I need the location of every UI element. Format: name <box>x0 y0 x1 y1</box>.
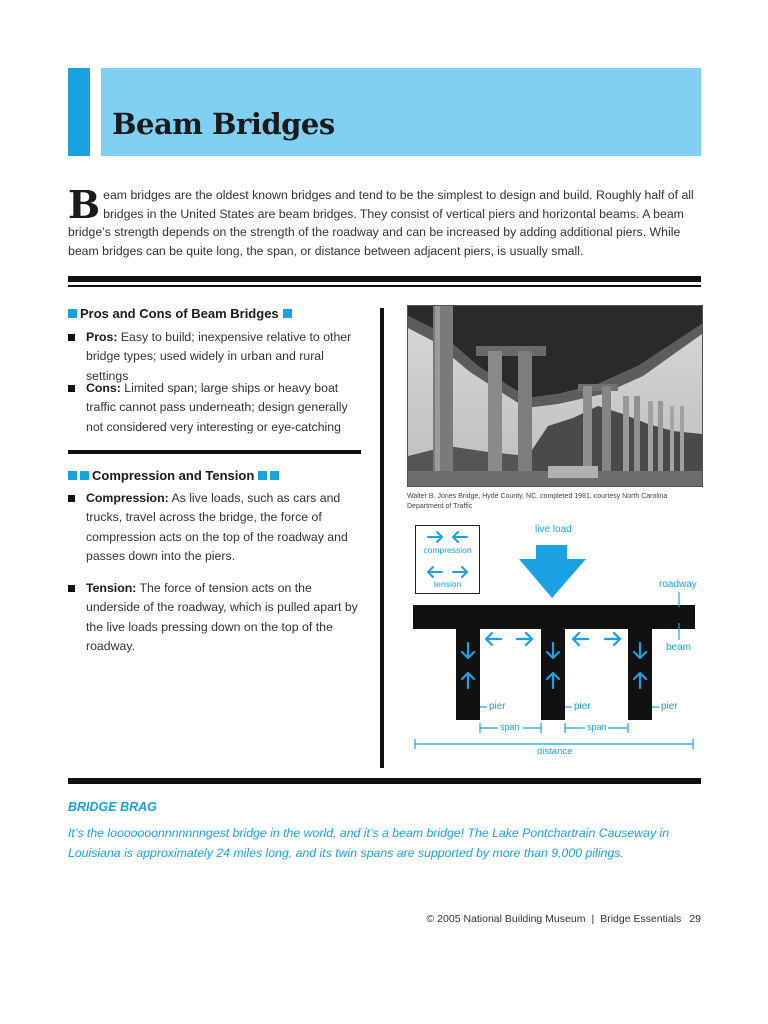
pros-text: Easy to build; inexpensive relative to other bridge types; used widely in urban and rural settings <box>86 330 352 383</box>
legend-compression-label: compression <box>423 545 472 555</box>
compression-item <box>68 489 358 566</box>
cons-label: Cons: <box>86 381 121 395</box>
live-load-label: live load <box>535 524 572 535</box>
distance-label: distance <box>537 746 573 757</box>
bridge-brag-heading: BRIDGE BRAG <box>68 800 157 814</box>
tension-label: Tension: <box>86 581 137 595</box>
span-label-1: span <box>500 722 520 732</box>
bullet-icon <box>68 495 75 502</box>
drop-cap: B <box>68 182 101 227</box>
span-label-2: span <box>587 722 607 732</box>
bridge-photo <box>407 305 703 487</box>
footer-copyright: © 2005 National Building Museum <box>426 913 586 925</box>
legend-tension-label: tension <box>433 579 462 589</box>
footer-section: Bridge Essentials <box>600 913 682 925</box>
pros-label: Pros: <box>86 330 118 344</box>
intro-text: eam bridges are the oldest known bridges and tend to be the simplest to design and build. Roughly half of all bridges in the United States are beam bridges. They consist of vertical piers and horizontal beams. A beam bridge’s strength depends on the strength of the roadway and can be increased by adding additional piers. While beam bridges can be quite long, the span, or distance between adjacent piers, is usually small. <box>68 188 694 259</box>
bullet-icon <box>68 385 75 392</box>
pier-label-1: pier <box>489 701 506 712</box>
divider-left <box>68 450 361 454</box>
column-divider <box>380 308 384 768</box>
divider-bottom <box>68 778 701 784</box>
pros-cons-heading <box>68 306 295 321</box>
compression-tension-heading <box>68 468 282 483</box>
divider-top <box>68 276 701 282</box>
photo-caption: Walter B. Jones Bridge, Hyde County, NC, completed 1981, courtesy North Carolina Department of Traffic <box>407 493 668 510</box>
pros-item <box>68 328 358 386</box>
compression-text: As live loads, such as cars and trucks, travel across the bridge, the force of compression acts on the top of the roadway and passes down into the piers. <box>86 491 348 563</box>
bullet-icon <box>68 334 75 341</box>
roadway-label: roadway <box>659 579 697 590</box>
cons-item <box>68 379 358 437</box>
bridge-brag-text: It’s the looooooonnnnnnngest bridge in the world, and it’s a beam bridge! The Lake Pontchartrain Causeway in Louisiana is approximately 24 miles long, and its twin spans are supported by more than 9,000 pilings. <box>68 826 670 860</box>
compression-label: Compression: <box>86 491 169 505</box>
pier-label-3: pier <box>661 701 678 712</box>
compression-tension-heading-text: Compression and Tension <box>92 468 255 483</box>
beam-bridge-diagram <box>405 540 701 760</box>
beam-label: beam <box>666 642 692 653</box>
square-bullet-icon <box>270 471 279 480</box>
tension-text: The force of tension acts on the underside of the roadway, which is pulled apart by the live loads pressing down on the top of the roadway. <box>86 581 358 653</box>
square-bullet-icon <box>68 309 77 318</box>
roadway-deck <box>413 605 695 629</box>
pros-cons-heading-text: Pros and Cons of Beam Bridges <box>80 306 279 321</box>
page-title: Beam Bridges <box>112 107 335 141</box>
square-bullet-icon <box>68 471 77 480</box>
tension-item <box>68 579 358 656</box>
footer-separator: | <box>591 913 595 925</box>
bullet-icon <box>68 585 75 592</box>
page-number: 29 <box>689 913 701 925</box>
square-bullet-icon <box>283 309 292 318</box>
live-load-arrow-icon <box>519 545 586 598</box>
square-bullet-icon <box>80 471 89 480</box>
pier-label-2: pier <box>574 701 591 712</box>
page-footer <box>300 913 701 925</box>
square-bullet-icon <box>258 471 267 480</box>
title-accent-bar <box>68 68 90 156</box>
bridge-photo-illustration <box>408 306 702 486</box>
intro-paragraph <box>68 182 701 261</box>
divider-top-thin <box>68 285 701 287</box>
cons-text: Limited span; large ships or heavy boat traffic cannot pass underneath; design generally not considered very interesting or eye-catching <box>86 381 348 434</box>
